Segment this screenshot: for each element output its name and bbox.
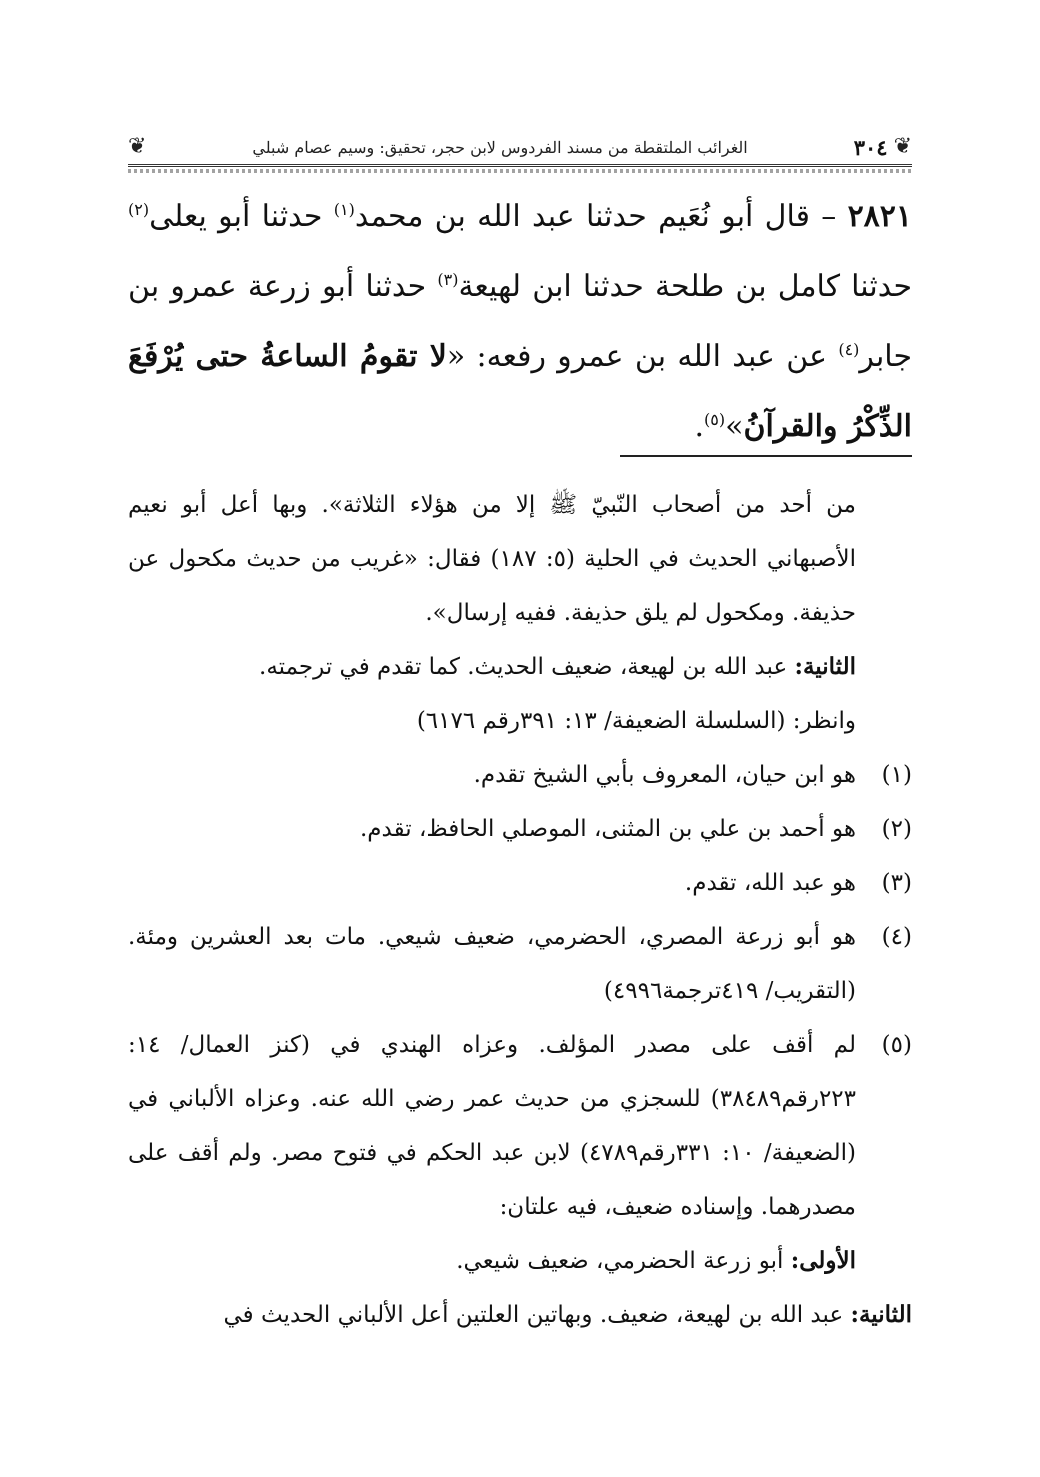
last-label: الثانية: — [850, 1301, 912, 1328]
hadith-matn: لا تقومُ الساعةُ حتى يُرْفَعَ الذِّكْرُ والقرآنُ — [128, 339, 912, 444]
footnote-text: لم أقف على مصدر المؤلف. وعزاه الهندي في (كنز العمال/ ١٤: ٢٢٣رقم٣٨٤٨٩) للسجزي من حديث عمر رضي الله عنه. وعزاه الألباني في (الضعيفة/ ١٠: ٣٣١رقم٤٧٨٩) لابن عبد الحكم في فتوح مصر. ولم أقف على مصدرهما. وإسناده ضعيف، فيه علتان: — [128, 1032, 856, 1220]
footnote-ref-5[interactable]: (٥) — [703, 410, 726, 429]
isnad-part-5: عن عبد الله بن عمرو رفعه: « — [446, 339, 839, 374]
last-text: عبد الله بن لهيعة، ضعيف. وبهاتين العلتين أعل الألباني الحديث في — [223, 1302, 851, 1328]
footnote-number: (٣) — [881, 870, 912, 896]
footnote-continuation: من أحد من أصحاب النّبيّ ﷺ إلا من هؤلاء الثلاثة». وبها أعل أبو نعيم الأصبهاني الحديث في الحلية (٥: ١٨٧) فقال: «غريب من حديث مكحول عن حذيفة. ومكحول لم يلق حذيفة. ففيه إرسال». — [128, 492, 856, 626]
footnote-number: (٢) — [881, 816, 912, 842]
quote-close: » — [725, 409, 744, 444]
second-text: عبد الله بن لهيعة، ضعيف الحديث. كما تقدم في ترجمته. — [259, 654, 795, 680]
first-label: الأولى: — [790, 1247, 856, 1274]
isnad-part-1: قال أبو نُعَيم حدثنا عبد الله بن محمد — [354, 199, 810, 234]
footnote-ref-4[interactable]: (٤) — [838, 340, 860, 359]
footnote-last-cause — [128, 1288, 912, 1342]
header-row — [128, 132, 912, 162]
isnad-part-4: حدثنا أبو زرعة عمرو بن جابر — [128, 269, 912, 374]
footnotes — [128, 478, 912, 1342]
footnote-text: هو ابن حيان، المعروف بأبي الشيخ تقدم. — [473, 762, 856, 788]
hadith-dash: – — [809, 199, 848, 234]
page-number-group — [854, 135, 912, 160]
first-text: أبو زرعة الحضرمي، ضعيف شيعي. — [456, 1248, 791, 1274]
hadith-number: ٢٨٢١ — [847, 199, 913, 234]
running-title: الغرائب الملتقطة من مسند الفردوس لابن حجر، تحقيق: وسيم عصام شبلي — [252, 137, 748, 157]
header-rule — [128, 164, 912, 167]
footnote-item — [128, 1018, 912, 1234]
second-label: الثانية: — [794, 653, 856, 680]
footnote-number: (٤) — [881, 924, 912, 950]
footnote-item — [128, 802, 912, 856]
running-header — [128, 128, 912, 172]
footnote-first-cause — [128, 1234, 912, 1288]
footnote-ref-2[interactable]: (٢) — [128, 200, 150, 219]
footnote-item — [128, 910, 912, 1018]
ornament-icon: ❦ — [893, 134, 912, 159]
ornament-icon: ❦ — [128, 134, 147, 159]
footnote-text: هو عبد الله، تقدم. — [684, 870, 856, 896]
header-rule-dots — [128, 169, 912, 173]
footnote-item — [128, 856, 912, 910]
isnad-part-2: حدثنا أبو يعلى — [149, 199, 334, 234]
footnote-separator — [620, 455, 912, 457]
footnote-number: (١) — [881, 762, 912, 788]
footnote-number: (٥) — [881, 1032, 912, 1058]
isnad-part-3: حدثنا كامل بن طلحة حدثنا ابن لهيعة — [458, 269, 912, 304]
footnote-text: هو أحمد بن علي بن المثنى، الموصلي الحافظ، تقدم. — [359, 816, 856, 842]
hadith-text — [128, 182, 912, 462]
footnote-second-cause — [128, 640, 912, 694]
footnote-see-also: وانظر: (السلسلة الضعيفة/ ١٣: ٣٩١رقم ٦١٧٦) — [416, 708, 856, 734]
footnote-ref-3[interactable]: (٣) — [437, 270, 459, 289]
footnote-text: هو أبو زرعة المصري، الحضرمي، ضعيف شيعي. مات بعد العشرين ومئة. (التقريب/ ٤١٩ترجمة٤٩٩٦) — [128, 924, 856, 1004]
footnote-ref-1[interactable]: (١) — [333, 200, 355, 219]
page-number: ٣٠٤ — [853, 134, 888, 160]
footnote-item — [128, 748, 912, 802]
hadith-end: . — [694, 409, 704, 444]
